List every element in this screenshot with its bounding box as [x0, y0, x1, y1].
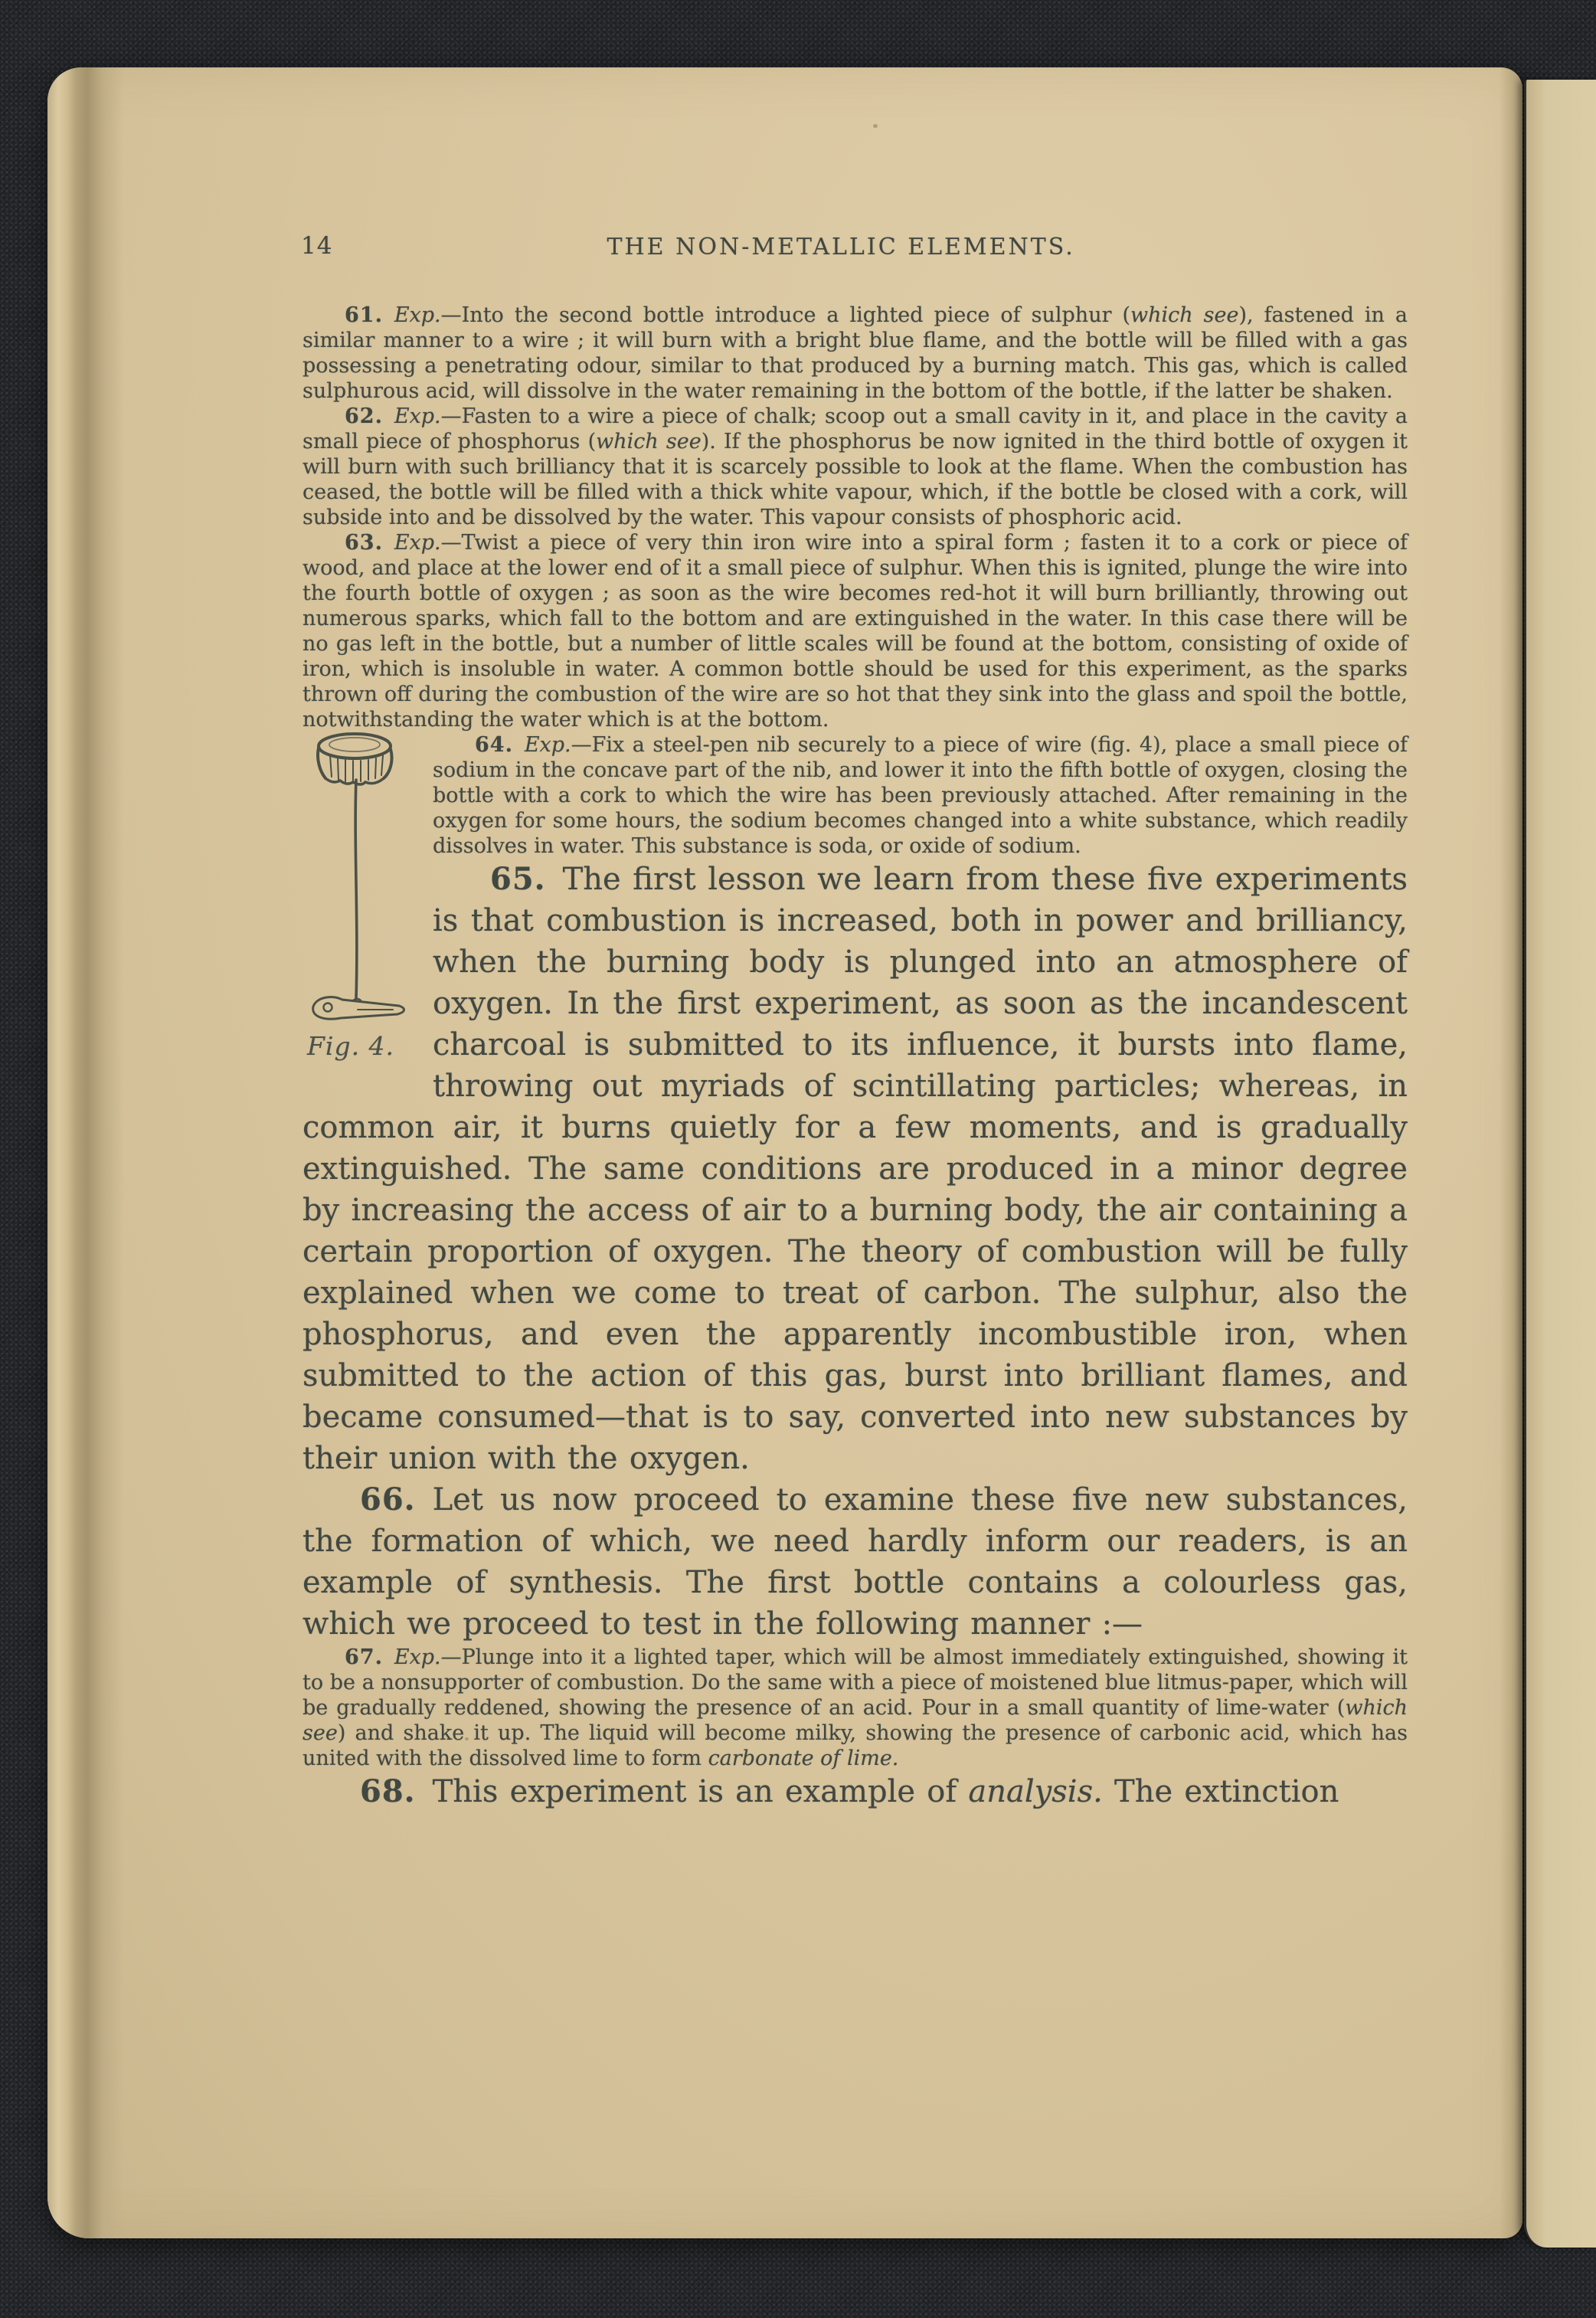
paragraph-67: 67. Exp.—Plunge into it a lighted taper, which will be almost immediately extinguished, showing it to be a nonsupporter of combustion. Do the same with a piece of moistened blue litmus-paper, which will be gradually reddened, showing the presence of an acid. Pour in a small quantity of lime-water (which see) and shake it up. The liquid will become milky, showing the presence of carbonic acid, which has united with the dissolved lime to form carbonate of lime.	[303, 1645, 1408, 1770]
paragraph-65: 65. The first lesson we learn from these five experiments is that combustion is increased, both in power and brilliancy, when the burning body is plunged into an atmosphere of oxygen. In the first experiment, as soon as the incandescent charcoal is submitted to its influence, it bursts into flame, throwing out myriads of scintillating particles; whereas, in common air, it burns quietly for a few moments, and is gradually extinguished. The same conditions are produced in a minor degree by increasing the access of air to a burning body, the air containing a certain proportion of oxygen. The theory of combustion will be fully explained when we come to treat of carbon. The sulphur, also the phosphorus, and even the apparently incombustible iron, when submitted to the action of this gas, burst into brilliant flames, and became consumed—that is to say, converted into new substances by their union with the oxygen.	[303, 861, 1408, 1476]
next-page-edge	[1524, 80, 1596, 2248]
figure-caption: Fig. 4.	[307, 1031, 395, 1061]
paragraph-62: 62. Exp.—Fasten to a wire a piece of chalk; scoop out a small cavity in it, and place in the cavity a small piece of phosphorus (which see). If the phosphorus be now ignited in the third bottle of oxygen it will burn with such brilliancy that it is scarcely possible to look at the flame. When the combustion has ceased, the bottle will be filled with a thick white vapour, which, if the bottle be closed with a cork, will subside into and be dissolved by the water. This vapour consists of phosphoric acid.	[303, 404, 1408, 529]
paragraph-63: 63. Exp.—Twist a piece of very thin iron wire into a spiral form ; fasten it to a cork or piece of wood, and place at the lower end of it a small piece of sulphur. When this is ignited, plunge the wire into the fourth bottle of oxygen ; as soon as the wire becomes red-hot it will burn brilliantly, throwing out numerous sparks, which fall to the bottom and are extinguished in the water. In this case there will be no gas left in the bottle, but a number of little scales will be found at the bottom, consisting of oxide of iron, which is insoluble in water. A common bottle should be used for this experiment, as the sparks thrown off during the combustion of the wire are so hot that they sink into the glass and spoil the bottle, notwithstanding the water which is at the bottom.	[303, 531, 1408, 732]
figure-4	[303, 728, 433, 1071]
paragraph-64: 64. Exp.—Fix a steel-pen nib securely to a piece of wire (fig. 4), place a small piece of sodium in the concave part of the nib, and lower it into the fifth bottle of oxygen, closing the bottle with a cork to which the wire has been previously attached. After remaining in the oxygen for some hours, the sodium becomes changed into a white substance, which readily dissolves in water. This substance is soda, or oxide of sodium.	[433, 733, 1408, 858]
page-gutter-shade	[1500, 67, 1522, 2238]
page-header	[303, 232, 1408, 263]
page-stack-edge	[47, 67, 124, 2238]
steel-pen-nib-on-wire-illustration	[303, 728, 433, 1028]
paragraph-61: 61. Exp.—Into the second bottle introduce a lighted piece of sulphur (which see), fastened in a similar manner to a wire ; it will burn with a bright blue flame, and the bottle will be filled with a gas possessing a penetrating odour, similar to that produced by a burning match. This gas, which is called sulphurous acid, will dissolve in the water remaining in the bottom of the bottle, if the latter be shaken.	[303, 303, 1408, 403]
paper-speck	[873, 124, 878, 128]
paragraph-66: 66. Let us now proceed to examine these five new substances, the formation of which, we need hardly inform our readers, is an example of synthesis. The first bottle contains a colourless gas, which we proceed to test in the following manner :—	[303, 1481, 1408, 1642]
paragraph-68: 68. This experiment is an example of analysis. The extinction	[360, 1773, 1339, 1809]
page-number: 14	[301, 232, 333, 260]
running-title: THE NON-METALLIC ELEMENTS.	[607, 234, 1075, 260]
book-page	[47, 67, 1522, 2238]
text-body	[303, 232, 1408, 1812]
